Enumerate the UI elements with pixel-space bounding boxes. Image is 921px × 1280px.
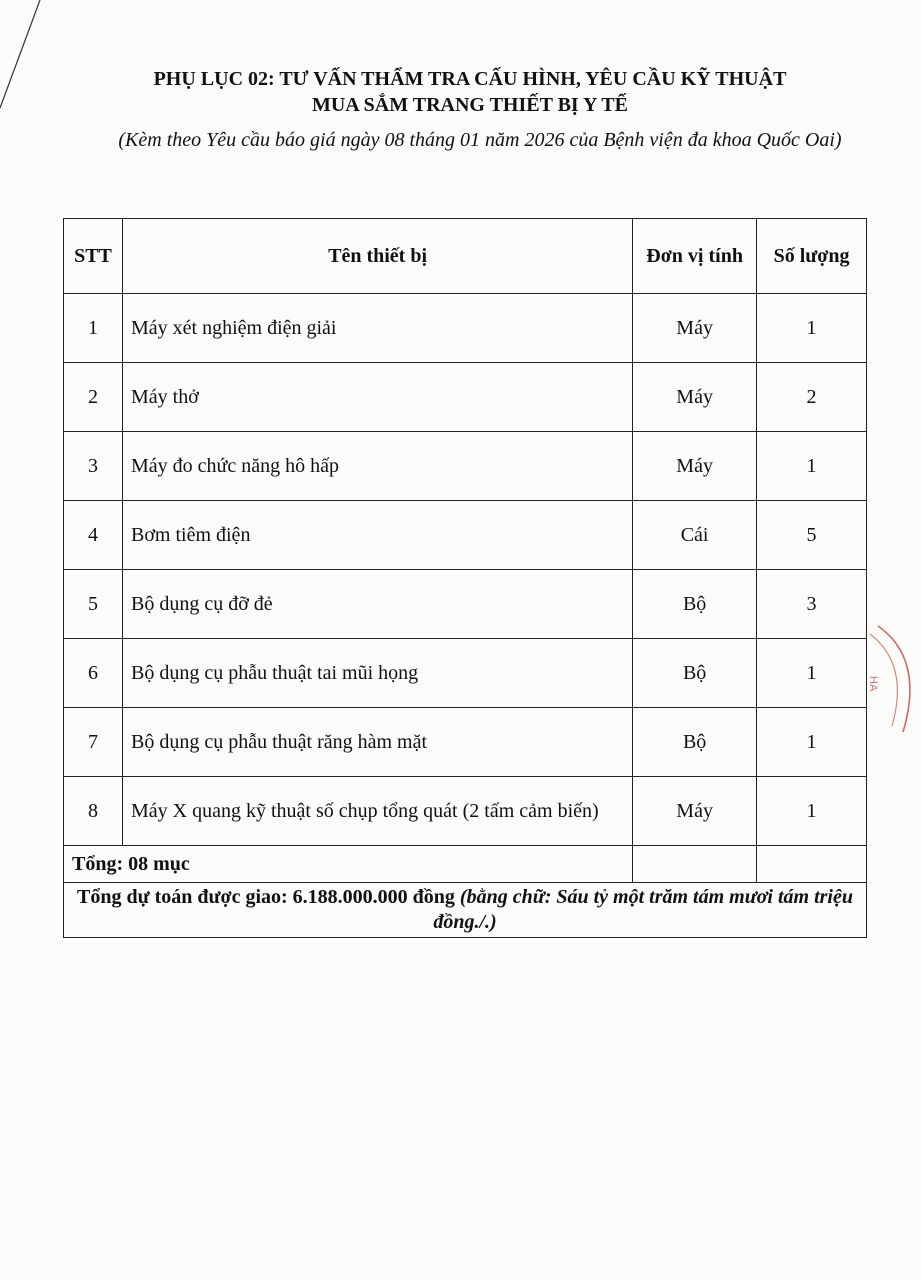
table-header-row [64,219,867,294]
row-unit: Máy [633,777,757,846]
row-name: Bộ dụng cụ đỡ đẻ [122,570,632,639]
row-qty: 3 [757,570,867,639]
row-unit: Cái [633,501,757,570]
row-qty: 1 [757,294,867,363]
table-row [64,777,867,846]
row-stt: 5 [64,570,123,639]
table-row [64,639,867,708]
grand-total-words: (bằng chữ: Sáu tỷ một trăm tám mươi tám triệu đồng./.) [433,886,853,933]
total-unit-empty [633,846,757,883]
row-stt: 1 [64,294,123,363]
table-row [64,570,867,639]
row-stt: 8 [64,777,123,846]
document-title-line1: PHỤ LỤC 02: TƯ VẤN THẨM TRA CẤU HÌNH, YÊU CẦU KỸ THUẬT [153,68,787,90]
grand-total-label: Tổng dự toán được giao: 6.188.000.000 đồng [77,886,455,908]
equipment-table [63,218,867,938]
table-row [64,363,867,432]
row-name: Bộ dụng cụ phẫu thuật tai mũi họng [122,639,632,708]
row-qty: 5 [757,501,867,570]
row-qty: 1 [757,777,867,846]
header-qty: Số lượng [757,219,867,294]
grand-total-cell [64,883,867,938]
document-subtitle: (Kèm theo Yêu cầu báo giá ngày 08 tháng 01 năm 2026 của Bệnh viện đa khoa Quốc Oai) [118,129,842,151]
row-name: Bộ dụng cụ phẫu thuật răng hàm mặt [122,708,632,777]
row-qty: 1 [757,639,867,708]
row-stt: 7 [64,708,123,777]
svg-text:HA: HA [867,676,879,692]
row-stt: 4 [64,501,123,570]
row-name: Máy X quang kỹ thuật số chụp tổng quát (2 tấm cảm biến) [122,777,632,846]
grand-total-row [64,883,867,938]
document-title-line2: MUA SẮM TRANG THIẾT BỊ Y TẾ [311,94,628,116]
row-unit: Bộ [633,570,757,639]
row-stt: 3 [64,432,123,501]
row-qty: 1 [757,708,867,777]
header-name: Tên thiết bị [122,219,632,294]
row-name: Máy đo chức năng hô hấp [122,432,632,501]
row-qty: 1 [757,432,867,501]
total-qty-empty [757,846,867,883]
row-stt: 2 [64,363,123,432]
row-stt: 6 [64,639,123,708]
header-stt: STT [64,219,123,294]
row-unit: Máy [633,432,757,501]
row-qty: 2 [757,363,867,432]
row-unit: Bộ [633,639,757,708]
row-unit: Máy [633,294,757,363]
scan-edge-line [0,0,60,120]
table-row [64,708,867,777]
table-row [64,294,867,363]
row-name: Máy xét nghiệm điện giải [122,294,632,363]
row-unit: Bộ [633,708,757,777]
header-unit: Đơn vị tính [633,219,757,294]
red-stamp-partial [858,622,918,737]
row-unit: Máy [633,363,757,432]
row-name: Máy thở [122,363,632,432]
row-name: Bơm tiêm điện [122,501,632,570]
total-row [64,846,867,883]
table-row [64,501,867,570]
table-row [64,432,867,501]
total-label: Tổng: 08 mục [64,846,633,883]
